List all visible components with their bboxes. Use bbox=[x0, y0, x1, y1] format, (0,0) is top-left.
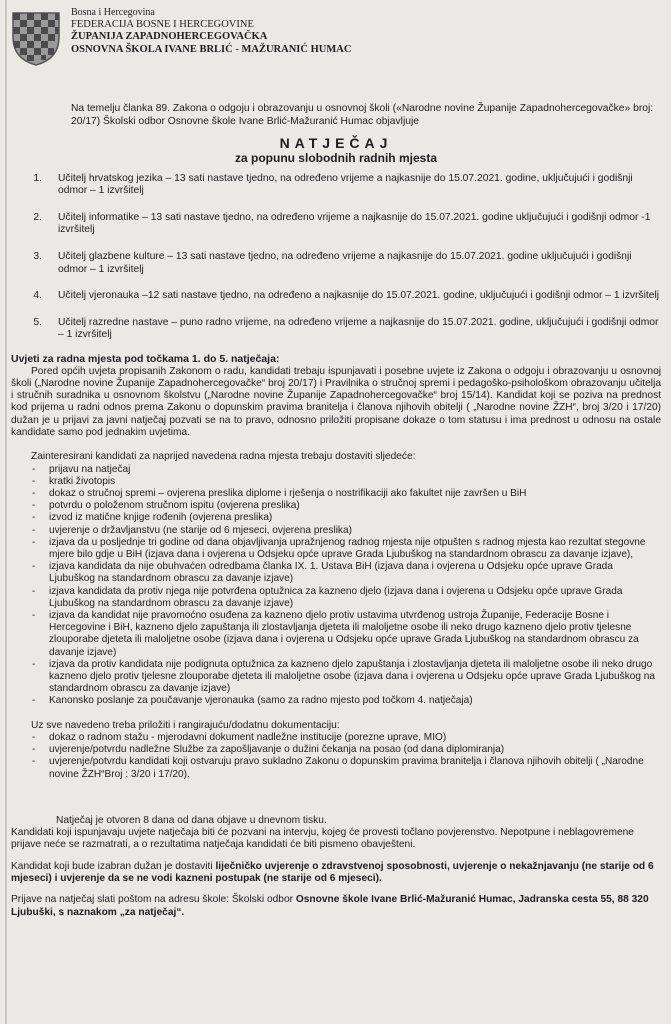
interview-text: Kandidati koji ispunjavaju uvjete natječaja biti će pozvani na intervju, kojeg će provesti točlano povjerenstvo. Nepotpune i neblagovremene prijave neće se razmatrati, a o rezultatima natječaja kandidati će biti pismeno obavješteni. bbox=[11, 827, 634, 851]
item-number: 2. bbox=[33, 211, 42, 223]
item-text: potvrdu o položenom stručnom ispitu (ovjerena preslika) bbox=[49, 500, 300, 512]
county-name: ŽUPANIJA ZAPADNOHERCEGOVAČKA bbox=[71, 31, 268, 43]
selected-requirements: liječničko uvjerenje o zdravstvenoj sposobnosti, uvjerenje o nekažnjavanju (ne starije od 6 mjeseci) i uvjerenje da se ne vodi kazneni postupak (ne starije od 6 mjeseci). bbox=[11, 860, 654, 884]
item-text: uvjerenje/potvrdu nadležne Službe za zapošljavanje o dužini čekanja na posao (od dana diplomiranja) bbox=[49, 744, 505, 756]
documents-list bbox=[11, 464, 661, 708]
selected-candidate-text bbox=[11, 861, 661, 886]
item-text: Učitelj informatike – 13 sati nastave tjedno, na određeno vrijeme a najkasnije do 15.07.2021. godine uključujući i godišnji odmor -1 izvršitelj bbox=[58, 211, 651, 236]
item-number: 5. bbox=[33, 316, 42, 328]
item-text: uvjerenje/potvrdu kandidati koji ostvaruju pravo sukladno Zakonu o dopunskim pravima branitelja i članova njihovih obitelji ( „Narodne novine ŽZH“Broj : 3/20 i 17/20). bbox=[49, 756, 644, 780]
item-text: izjava kandidata da nije obuhvaćen odredbama članka IX. 1. Ustava BiH (izjava dana i ovjerena u Odsjeku opće uprave Grada Ljubuškog na standardnom obrascu za davanje izjave) bbox=[49, 561, 613, 585]
item-text: izjava da protiv kandidata nije podignuta optužnica za kazneno djelo zapuštanja i zlostavljanja djeteta ili maloljetne osobe ili neko drugo kazneno djelo protiv tjelesne zlouporabe djeteta ili maloljetne osobe (izjava dana i ovjerena u Odsjeku opće uprave Grada Ljubuškog na standardnom obrascu za davanje izjave) bbox=[49, 658, 656, 695]
list-item: - potvrdu o položenom stručnom ispitu (ovjerena preslika) bbox=[11, 500, 661, 512]
item-text: izvod iz matične knjige rođenih (ovjerena preslika) bbox=[49, 512, 273, 524]
item-text: Učitelj glazbene kulture – 13 sati nastave tjedno, na određeno vrijeme a najkasnije do 15.07.2021. godine uključujući i godišnji odmor – 1 izvršitelj bbox=[58, 250, 632, 275]
school-address: Osnovne škole Ivane Brlić-Mažuranić Humac, Jadranska cesta 55, 88 320 Ljubuški, s naznakom „za natječaj“. bbox=[11, 894, 649, 918]
item-text: Učitelj vjeronauka –12 sati nastave tjedno, na određeno a najkasnije do 15.07.2021. godine, uključujući i godišnji odmor – 1 izvršitelj bbox=[58, 290, 660, 302]
list-item: - uvjerenje/potvrdu nadležne Službe za zapošljavanje o dužini čekanja na posao (od dana diplomiranja) bbox=[11, 744, 661, 756]
page-subtitle: za popunu slobodnih radnih mjesta bbox=[234, 150, 437, 165]
item-text: dokaz o radnom stažu - mjerodavni dokument nadležne institucije (porezne uprave, MIO) bbox=[49, 731, 447, 743]
item-text: izjava da kandidat nije pravomoćno osuđena za kazneno djelo protiv ustavima utvrđenog ustroja Županije, Federacije Bosne i Hercegovine i BiH, kazneno djelo zapuštanja ili zlostavljanja djeteta ili maloljetne osobe ili neko drugo kazneno djelo protiv tjelesne zlouporabe djeteta ili maloljetne osobe (izjava dana i ovjerena u Odsjeku opće uprave Grada Ljubuškog na standardnom obrascu za davanje izjave) bbox=[49, 610, 639, 658]
additional-documents-list bbox=[11, 732, 661, 781]
list-item bbox=[11, 317, 661, 342]
conditions-paragraph: Pored općih uvjeta propisanih Zakonom o radu, kandidati trebaju ispunjavati i posebne uvjete iz Zakona o odgoju i obrazovanju u osnovnoj školi („Narodne novine Županije Zapadnohercegovačke“ broj 20/17) i Pravilnika o stručnoj spremi i pedagoško-psihološkom obrazovanju učitelja i stručnih suradnika u osnovnom školstvu („Narodne novine Županije Zapadnohercegovačke“ broj 15/14). Kandidat koji se poziva na prednost kod prijema u radni odnos prema Zakonu o dopunskim pravima branitelja i članova njihovih obitelji ( „Narodne novine ŽZH“, broj 3/20 i 17/20) dužan je u prijavi za javni natječaj pozvati se na to pravo, odnosno priložiti propisane dokaze o tom statusu i ima prednost u odnosu na ostale kandidate samo pod jednakim uvjetima. bbox=[11, 365, 661, 439]
list-item: - izjava da kandidat nije pravomoćno osuđena za kazneno djelo protiv ustavima utvrđenog ustroja Županije, Federacije Bosne i Hercegovine i BiH, kazneno djelo zapuštanja ili zlostavljanja djeteta ili maloljetne osobe ili neko drugo kazneno djelo protiv tjelesne zlouporabe djeteta ili maloljetne osobe (izjava dana i ovjerena u Odsjeku opće uprave Grada Ljubuškog na standardnom obrascu za davanje izjave) bbox=[11, 610, 661, 659]
item-number: 4. bbox=[33, 290, 42, 302]
school-name: OSNOVNA ŠKOLA IVANE BRLIĆ - MAŽURANIĆ HUMAC bbox=[71, 43, 352, 55]
list-item: - izjava da protiv kandidata nije podignuta optužnica za kazneno djelo zapuštanja i zlostavljanja djeteta ili maloljetne osobe ili neko drugo kazneno djelo protiv tjelesne zlouporabe djeteta ili maloljetne osobe (izjava dana i ovjerena u Odsjeku opće uprave Grada Ljubuškog na standardnom obrascu za davanje izjave) bbox=[11, 659, 661, 696]
intro-paragraph: Na temelju članka 89. Zakona o odgoju i obrazovanju u osnovnoj školi («Narodne novine Županije Zapadnohercegovačke» broj: 20/17) Školski odbor Osnovne škole Ivane Brlić-Mažuranić Humac objavljuje bbox=[71, 103, 654, 127]
country-name: Bosna i Hercegovina bbox=[71, 7, 155, 18]
list-item: - izjava kandidata da protiv njega nije potvrđena optužnica za kazneno djelo (izjava dana i ovjerena u Odsjeku opće uprave Grada Ljubuškog na standardnom obrascu za davanje izjave) bbox=[11, 586, 661, 610]
list-item bbox=[11, 251, 661, 276]
address-prefix: Prijave na natječaj slati poštom na adresu škole: Školski odbor bbox=[11, 894, 296, 906]
item-text: izjava da u posljednje tri godine od dana objavljivanja upražnjenog radnog mjesta nije otpušten s radnog mjesta kao rezultat stegovne mjere bilo gdje u BiH (izjava dana i ovjerena u Odsjeku opće uprave Grada Ljubuškog na standardnom obrascu za davanje izjave), bbox=[49, 536, 646, 561]
coat-of-arms-icon bbox=[11, 7, 61, 67]
list-item: - Kanonsko poslanje za poučavanje vjeronauka (samo za radno mjesto pod točkom 4. natječaja) bbox=[11, 695, 661, 707]
item-text: uvjerenje o državljanstvu (ne starije od 6 mjeseci, ovjerena preslika) bbox=[49, 524, 352, 536]
federation-name: FEDERACIJA BOSNE I HERCEGOVINE bbox=[71, 19, 254, 31]
item-text: Učitelj hrvatskog jezika – 13 sati nastave tjedno, na određeno vrijeme a najkasnije do 15.07.2021. godine, uključujući i godišnji odmor – 1 izvršitelj bbox=[58, 172, 633, 197]
item-text: kratki životopis bbox=[49, 475, 116, 487]
list-item bbox=[11, 212, 661, 237]
list-item: - dokaz o radnom stažu - mjerodavni dokument nadležne institucije (porezne uprave, MIO) bbox=[11, 732, 661, 744]
item-text: izjava kandidata da protiv njega nije potvrđena optužnica za kazneno djelo (izjava dana i ovjerena u Odsjeku opće uprave Grada Ljubuškog na standardnom obrascu za davanje izjave) bbox=[49, 585, 623, 609]
list-item: - prijavu na natječaj bbox=[11, 464, 661, 476]
item-text: dokaz o stručnoj spremi – ovjerena preslika diplome i rješenja o nostrifikaciji ako fakultet nije završen u BiH bbox=[49, 488, 527, 500]
header bbox=[11, 0, 661, 69]
list-item: - uvjerenje o državljanstvu (ne starije od 6 mjeseci, ovjerena preslika) bbox=[11, 525, 661, 537]
list-item: - kratki životopis bbox=[11, 476, 661, 488]
conditions-heading: Uvjeti za radna mjesta pod točkama 1. do 5. natječaja: bbox=[11, 352, 280, 365]
page-edge bbox=[5, 0, 7, 1024]
list-item: - dokaz o stručnoj spremi – ovjerena preslika diplome i rješenja o nostrifikaciji ako fakultet nije završen u BiH bbox=[11, 488, 661, 500]
positions-list bbox=[11, 173, 661, 342]
item-text: prijavu na natječaj bbox=[49, 463, 131, 475]
list-item: - uvjerenje/potvrdu kandidati koji ostvaruju pravo sukladno Zakonu o dopunskim pravima branitelja i članova njihovih obitelji ( „Narodne novine ŽZH“Broj : 3/20 i 17/20). bbox=[11, 756, 661, 780]
list-item: - izvod iz matične knjige rođenih (ovjerena preslika) bbox=[11, 512, 661, 524]
address-text bbox=[11, 894, 661, 919]
item-text: Učitelj razredne nastave – puno radno vrijeme, na određeno vrijeme a najkasnije do 15.07.2021. godine, uključujući i godišnji odmor – 1 izvršitelj bbox=[58, 316, 659, 341]
item-number: 1. bbox=[33, 172, 42, 184]
page-title: NATJEČAJ bbox=[279, 134, 393, 151]
open-period-text: Natječaj je otvoren 8 dana od dana objave u dnevnom tisku. bbox=[56, 814, 327, 826]
list-item: - izjava da u posljednje tri godine od dana objavljivanja upražnjenog radnog mjesta nije otpušten s radnog mjesta kao rezultat stegovne mjere bilo gdje u BiH (izjava dana i ovjerena u Odsjeku opće uprave Grada Ljubuškog na standardnom obrascu za davanje izjave), bbox=[11, 537, 661, 561]
list-item: - izjava kandidata da nije obuhvaćen odredbama članka IX. 1. Ustava BiH (izjava dana i ovjerena u Odsjeku opće uprave Grada Ljubuškog na standardnom obrascu za davanje izjave) bbox=[11, 561, 661, 585]
selected-prefix: Kandidat koji bude izabran dužan je dostaviti bbox=[11, 860, 216, 872]
item-number: 3. bbox=[33, 250, 42, 262]
list-item bbox=[11, 290, 661, 303]
additional-documents-lead: Uz sve navedeno treba priložiti i rangirajuću/dodatnu dokumentaciju: bbox=[31, 719, 340, 731]
item-text: Kanonsko poslanje za poučavanje vjeronauka (samo za radno mjesto pod točkom 4. natječaja) bbox=[49, 695, 473, 707]
list-item bbox=[11, 173, 661, 198]
documents-lead: Zainteresirani kandidati za naprijed navedena radna mjesta trebaju dostaviti sljedeće: bbox=[31, 451, 416, 463]
school-letterhead bbox=[71, 7, 351, 56]
